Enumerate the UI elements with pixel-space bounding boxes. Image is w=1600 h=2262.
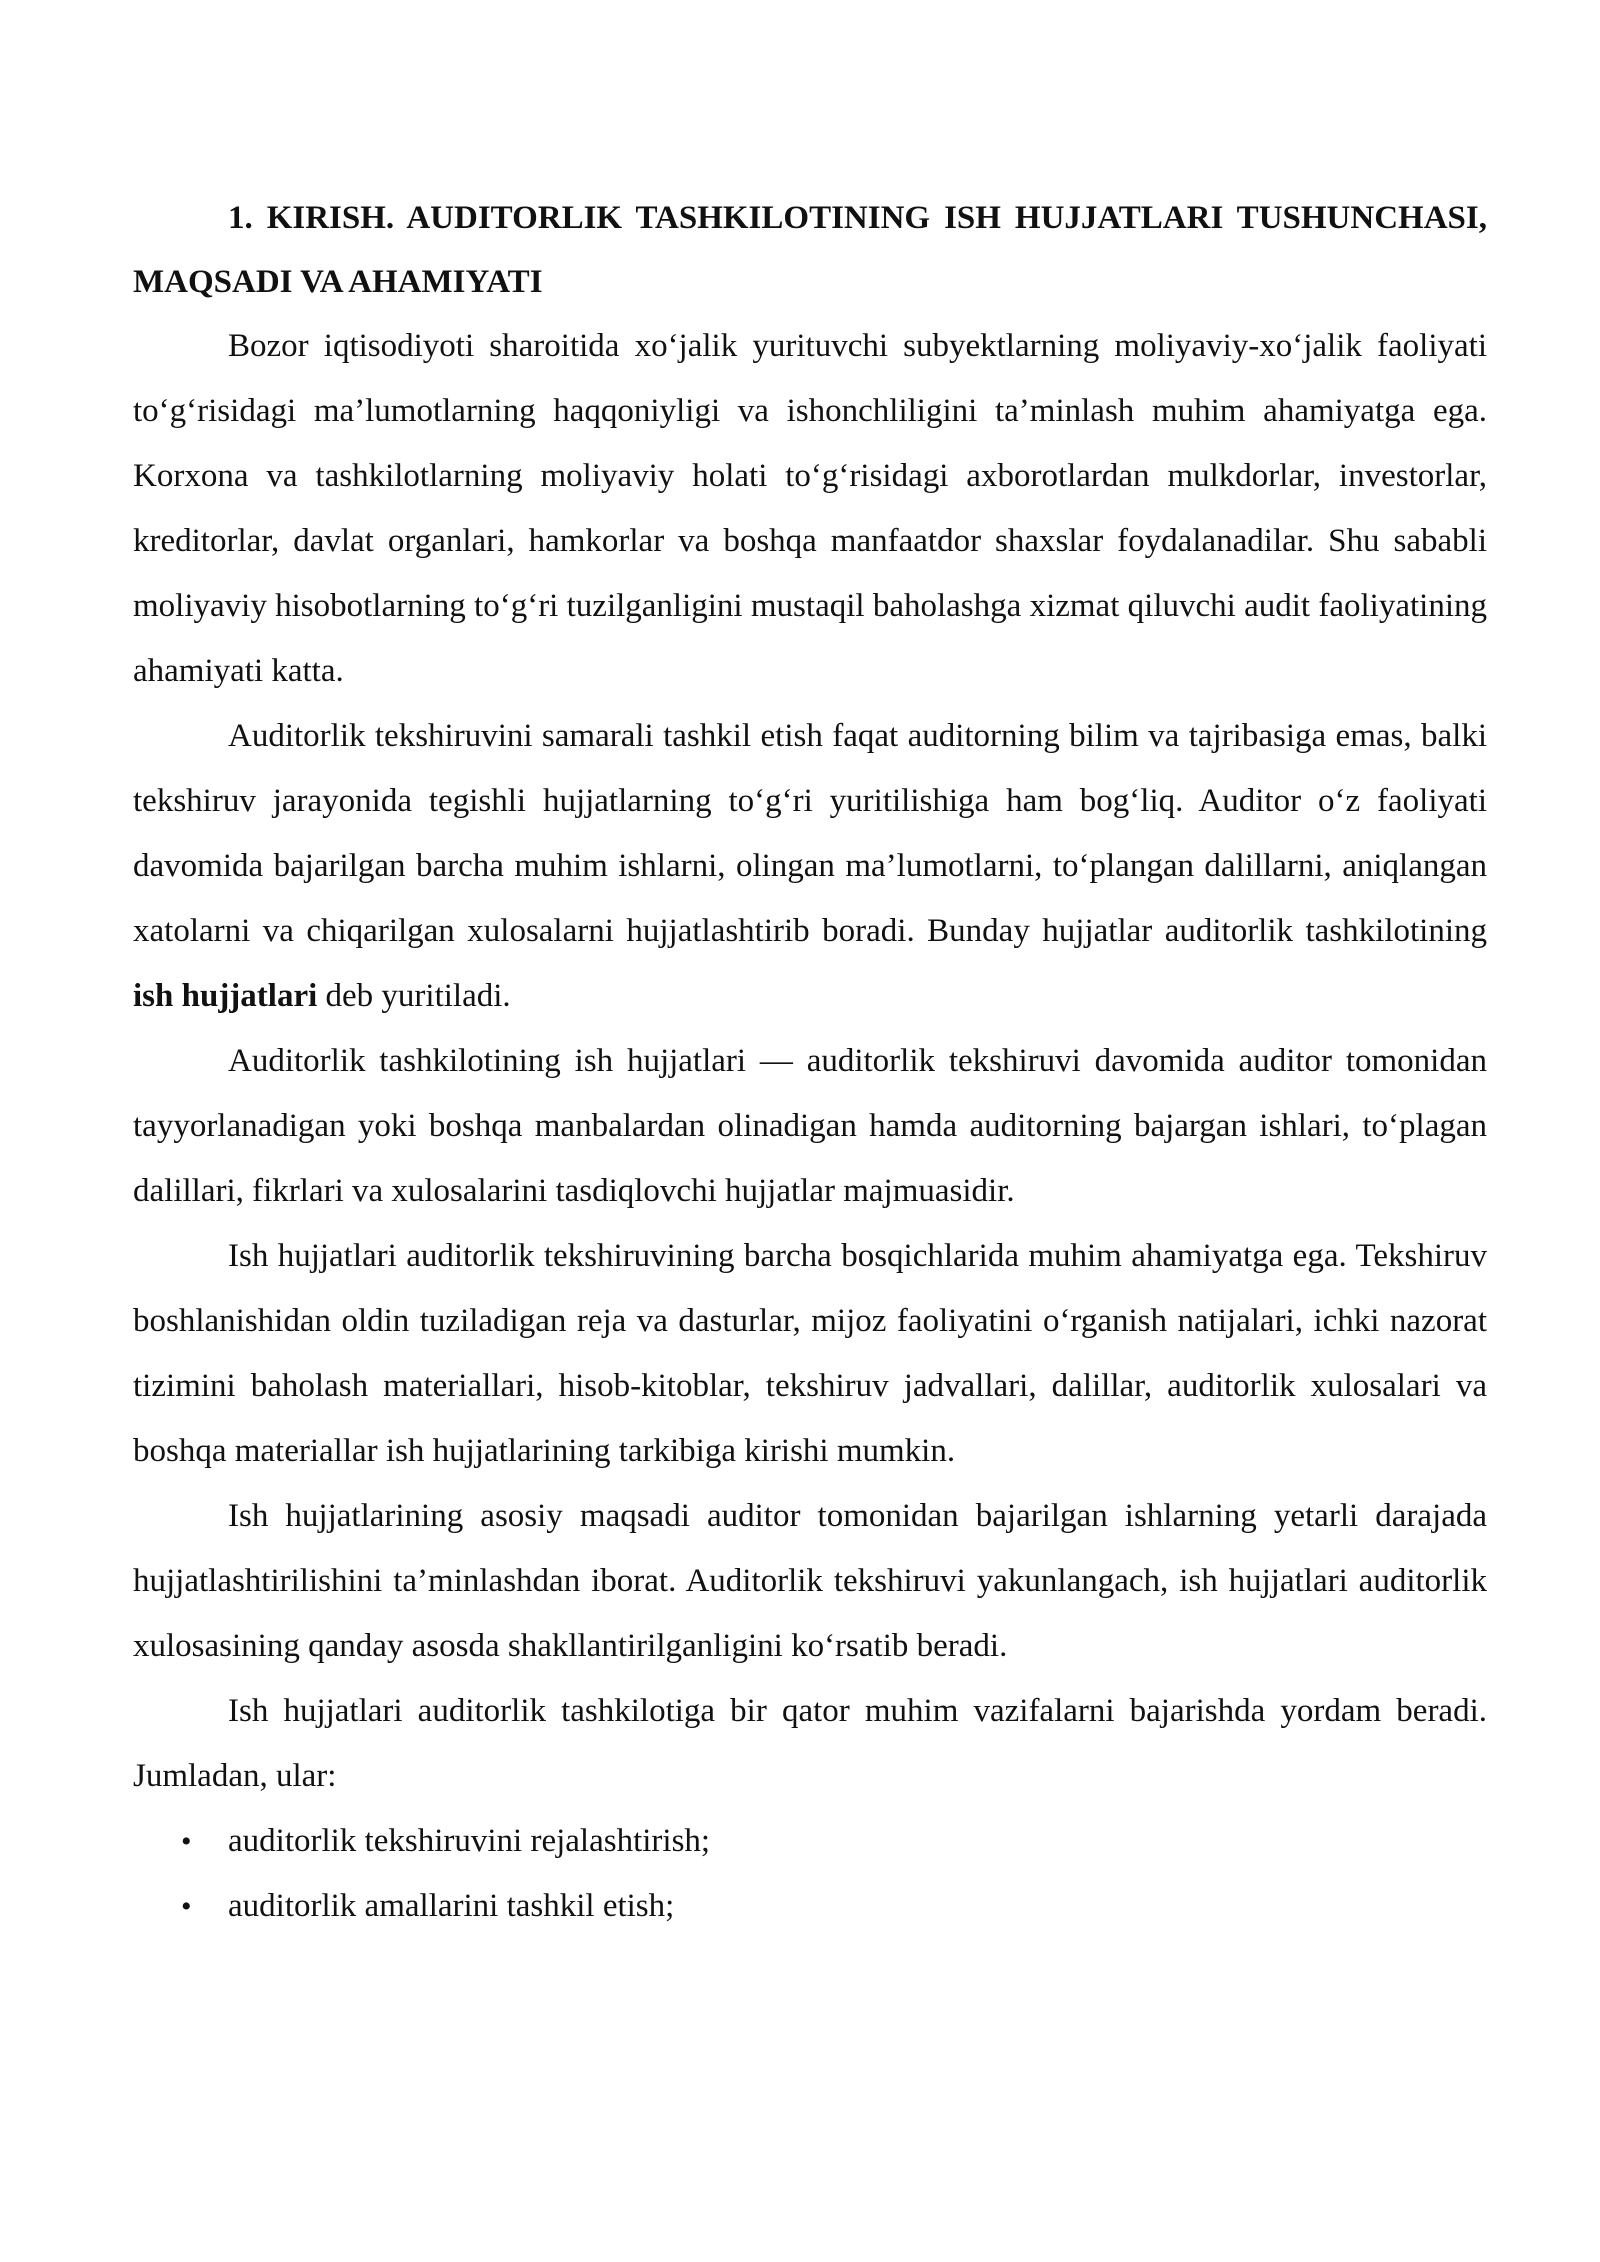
bullet-icon: • — [181, 1825, 192, 1858]
document-page — [133, 186, 1487, 1939]
bullet-icon: • — [181, 1890, 192, 1923]
list-item — [133, 1809, 1487, 1874]
paragraph-functions: Ish hujjatlari auditorlik tashkilotiga bir qator muhim vazifalarni bajarishda yordam beradi. Jumladan, ular: — [133, 1693, 1487, 1794]
paragraph-work-papers-definition — [133, 704, 1487, 1029]
list-item-text: auditorlik tekshiruvini rejalashtirish; — [228, 1823, 711, 1859]
paragraph-importance: Ish hujjatlari auditorlik tekshiruvining barcha bosqichlarida muhim ahamiyatga ega. Tekshiruv boshlanishidan oldin tuziladigan reja va dasturlar, mijoz faoliyatini o‘rganish natijalari, ichki nazorat tizimini baholash materiallari, hisob-kitoblar, tekshiruv jadvallari, dalillar, auditorlik xulosalari va boshqa materiallar ish hujjatlarining tarkibiga kirishi mumkin. — [133, 1238, 1487, 1469]
list-item-text: auditorlik amallarini tashkil etish; — [228, 1888, 675, 1924]
bold-term: ish hujjatlari — [133, 978, 318, 1014]
paragraph-text: Auditorlik tekshiruvini samarali tashkil etish faqat auditorning bilim va tajribasiga emas, balki tekshiruv jarayonida tegishli hujjatlarning to‘g‘ri yuritilishiga ham bog‘liq. Auditor o‘z faoliyati davomida bajarilgan barcha muhim ishlarni, olingan ma’lumotlarni, to‘plangan dalillarni, aniqlangan xatolarni va chiqarilgan xulosalarni hujjatlashtirib boradi. Bunday hujjatlar auditorlik tashkilotining — [133, 718, 1487, 949]
bullet-list — [133, 1809, 1487, 1939]
paragraph-purpose: Ish hujjatlarining asosiy maqsadi auditor tomonidan bajarilgan ishlarning yetarli darajada hujjatlashtirilishini ta’minlashdan iborat. Auditorlik tekshiruvi yakunlangach, ish hujjatlari auditorlik xulosasining qanday asosda shakllantirilganligini ko‘rsatib beradi. — [133, 1498, 1487, 1664]
section-heading: 1. KIRISH. AUDITORLIK TASHKILOTINING ISH HUJJATLARI TUSHUNCHASI, MAQSADI VA AHAMIYATI — [133, 200, 1487, 300]
paragraph-definition: Auditorlik tashkilotining ish hujjatlari — auditorlik tekshiruvi davomida auditor tomonidan tayyorlanadigan yoki boshqa manbalardan olinadigan hamda auditorning bajargan ishlari, to‘plagan dalillari, fikrlari va xulosalarini tasdiqlovchi hujjatlar majmuasidir. — [133, 1043, 1487, 1209]
list-item — [133, 1874, 1487, 1939]
paragraph-text: deb yuritiladi. — [317, 978, 511, 1014]
paragraph-intro: Bozor iqtisodiyoti sharoitida xo‘jalik yurituvchi subyektlarning moliyaviy-xo‘jalik faoliyati to‘g‘risidagi ma’lumotlarning haqqoniyligi va ishonchliligini ta’minlash muhim ahamiyatga ega. Korxona va tashkilotlarning moliyaviy holati to‘g‘risidagi axborotlardan mulkdorlar, investorlar, kreditorlar, davlat organlari, hamkorlar va boshqa manfaatdor shaxslar foydalanadilar. Shu sababli moliyaviy hisobotlarning to‘g‘ri tuzilganligini mustaqil baholashga xizmat qiluvchi audit faoliyatining ahamiyati katta. — [133, 328, 1487, 689]
